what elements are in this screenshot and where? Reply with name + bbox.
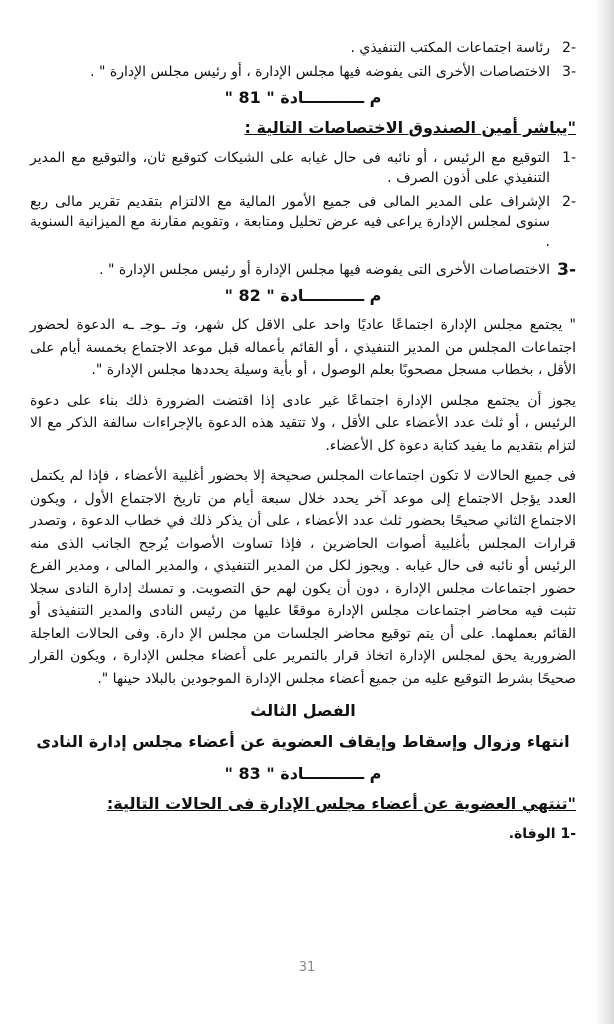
item-number: -3 [562,64,576,80]
chapter-title: الفصل الثالث [250,701,356,720]
list-item [30,260,576,280]
list-item [30,192,576,252]
item-number: -2 [562,40,576,56]
item-text: الإشراف على المدير المالى فى جميع الأمور المالية مع الالتزام بتقديم تقرير مالى ربع سنوى لمجلس الإدارة يراعى فيه عرض تحليل ومتابعة ، وتقويم مقارنة مع الميزانية السنوية . [30,194,550,250]
list-item: -1 الوفاة. [508,826,576,842]
page-number: 31 [298,960,316,975]
paragraph: يجوز أن يجتمع مجلس الإدارة اجتماعًا غير عادى إذا اقتضت الضرورة ذلك بناء على دعوة الرئيس ، أو ثلث عدد الأعضاء على الأقل ، ولا تتقيد هذه الدعوة بالإجراءات سالفة الذكر مع الا لتزام بتقديم ما يفيد كتابة دعوة كل الأعضاء. [30,392,576,454]
paragraph: " يجتمع مجلس الإدارة اجتماعًا عاديًا واحد على الاقل كل شهر، وتـ ـوجـ ـه الدعوة لحضور اجتماعات المجلس من المدير التنفيذي ، أو القائم بأعماله قبل موعد الاجتماع بخمسة أيام على الأقل ، بخطاب مسجل مصحوبًا بعلم الوصول ، أو بأية وسيلة يحددها مجلس الإدارة ". [30,317,576,378]
list-item [30,38,576,58]
list-item [30,148,576,188]
item-number: -2 [562,194,576,210]
article-81-title: م ـــــــــــادة " 81 " [224,88,382,107]
item-text: الاختصاصات الأخرى التى يفوضه فيها مجلس الإدارة ، أو رئيس مجلس الإدارة " . [90,64,550,80]
item-text: رئاسة اجتماعات المكتب التنفيذي . [350,40,550,56]
article-83-title: م ـــــــــــادة " 83 " [224,764,382,783]
item-number: -1 [562,150,576,166]
paragraph: فى جميع الحالات لا تكون اجتماعات المجلس صحيحة إلا بحضور أغلبية الأعضاء ، فإذا لم يكتمل العدد يؤجل الاجتماع إلى موعد آخر يحدد خلال سبعة أيام من تاريخ الاجتماع الأول ، ويكون الاجتماع الثاني صحيحًا بحضور ثلث عدد الأعضاء ، على أن يذكر ذلك في خطاب الدعوة ، وتصدر قرارات المجلس بأغلبية أصوات الحاضرين ، فإذا تساوت الأصوات يُرجح الجانب الذى منه الرئيس أو نائبه فى حال غيابه . ويجوز لكل من المدير التنفيذي ، والمدير المالى ، ومدير الفرع حضور اجتماعات مجلس الإدارة ، دون أن يكون لهم حق التصويت. و تمسك إدارة النادى سجلا تثبت فيه محاضر اجتماعات مجلس الإدارة موقعًا عليها من رئيس النادى والمدير التنفيذى أو القائم بعملهما. على أن يتم توقيع محاضر الجلسات من مجلس الإ دارة. وفى الحالات العاجلة الضرورية يحق لمجلس الإدارة اتخاذ قرار بالتمرير على أعضاء مجلس الإدارة ، ويكون القرار صحيحًا بشرط التوقيع عليه من جميع أعضاء مجلس الإدارة الموجودين بالبلاد حينها ". [30,468,576,687]
page-content [30,38,576,844]
chapter-subtitle: انتهاء وزوال وإسقاط وإيقاف العضوية عن أعضاء مجلس إدارة النادى [36,732,570,751]
list-item [30,62,576,82]
item-text: التوقيع مع الرئيس ، أو نائبه فى حال غيابه على الشيكات كتوقيع ثان، والتوقيع مع المدير التنفيذي على أذون الصرف . [30,150,550,186]
membership-heading: "تنتهي العضوية عن أعضاء مجلس الإدارة فى الحالات التالية: [106,794,576,813]
treasurer-heading: "يباشر أمين الصندوق الاختصاصات التالية : [244,118,576,137]
item-text: الاختصاصات الأخرى التى يفوضه فيها مجلس الإدارة أو رئيس مجلس الإدارة " . [99,262,550,278]
page-edge-shadow [594,0,614,1024]
item-number: -3 [557,260,576,280]
article-82-title: م ـــــــــــادة " 82 " [224,286,382,305]
